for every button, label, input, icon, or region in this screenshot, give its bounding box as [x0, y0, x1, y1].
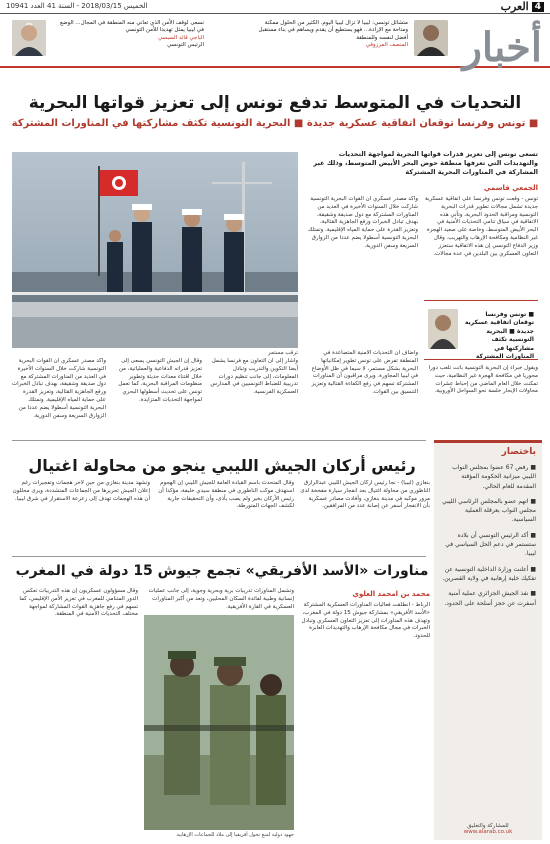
sidebar-item: ■ أكد الرئيس التونسي أن بلاده ستستمر في دعم الحل السياسي في ليبيا.: [445, 531, 536, 558]
story-three-photo-caption: جهود دولية لمنع تحول أفريقيا إلى ملاذ للجماعات الإرهابية: [176, 832, 294, 838]
header-band: [0, 14, 550, 71]
story-two-column-1: بنغازي (ليبيا) - نجا رئيس أركان الجيش الليبي عبدالرازق الناظوري من محاولة اغتيال بعد انفجار سيارة مفخخة لدى مرور موكبه في مدينة بنغازي، وأفادت مصادر عسكرية بأن الانفجار أسفر عن إصابة عدد من المرافقين.: [300, 480, 430, 510]
naval-officers-photo: [12, 152, 298, 348]
sidebar-item: ■ رفض 67 عضوا بمجلس النواب الليبي ميزانية الحكومة المؤقتة المقدمة للعام الحالي.: [452, 464, 536, 490]
story-two-headline: رئيس أركان الجيش الليبي ينجو من محاولة اغتيال: [28, 456, 416, 475]
sidebar-list: [440, 463, 536, 813]
pull-quote-box: [424, 300, 538, 360]
masthead-bar: [0, 0, 550, 14]
sidebar-footer-link[interactable]: www.alarab.co.uk: [463, 829, 513, 835]
story-three-column-3: وقال مسؤولون عسكريون إن هذه التدريبات تعكس الدور المتنامي للمغرب في تعزيز الأمن الإقليمي، كما تسهم في رفع جاهزية القوات المشاركة لمواجهة مختلف التحديات الأمنية في المنطقة.: [19, 588, 138, 618]
section-title: أخبار: [462, 24, 542, 71]
issue-date-line: الخميس 2018/03/15 - السنة 41 العدد 10941: [6, 2, 148, 10]
quote-left: [54, 20, 204, 50]
lead-column-2: وأكد مصدر عسكري أن القوات البحرية التونسية شاركت خلال السنوات الأخيرة في العديد من المناورات المشتركة مع دول صديقة وشقيقة، بهدف تبادل الخبرات ورفع الجاهزية القتالية، وتعزيز القدرة على حماية المياه الإقليمية. وتمتلك البحرية التونسية أسطولا يضم عددا من الزوارق السريعة وسفن الدورية.: [307, 196, 418, 249]
pull-quote-text: ■ تونس وفرنسا توقعان اتفاقية عسكرية جديدة ■ البحرية التونسية تكثف مشاركتها في المناورات المشتركة: [464, 311, 534, 360]
lead-column-7: وأكد مصدر عسكري أن القوات البحرية التونسية شاركت خلال السنوات الأخيرة في العديد من المناورات المشتركة مع دول صديقة وشقيقة، بهدف تبادل الخبرات ورفع الجاهزية القتالية، وتعزيز القدرة على حماية المياه الإقليمية. وتمتلك البحرية التونسية أسطولا يضم عددا من الزوارق السريعة وسفن الدورية.: [12, 358, 106, 419]
lead-column-3: وأضاف أن التحديات الأمنية المتصاعدة في المنطقة تفرض على تونس تطوير إمكانياتها البحرية بشكل مستمر، لا سيما في ظل الأوضاع في ليبيا المجاورة. ويرى مراقبون أن المناورات المشتركة تسهم في رفع الكفاءة القتالية وتعزيز التنسيق بين القوات.: [311, 350, 418, 395]
lead-column-1: تونس - وقعت تونس وفرنسا على اتفاقية عسكرية جديدة تشمل مجالات تطوير قدرات البحرية التونسية ومراقبة الحدود البحرية، وتأتي هذه الاتفاقية في سياق تنامي التحديات الأمنية في البحر الأبيض المتوسط، وخاصة على صعيد الهجرة غير النظامية ومكافحة الإرهاب والتهريب. وقال وزير الدفاع التونسي إن هذه الاتفاقية ستعزز التعاون العسكري بين البلدين في عدة مجالات.: [424, 196, 538, 257]
story-three-byline: محمد بن امحمد العلوي: [352, 590, 430, 598]
quote-left-name: الباجي قائد السبسي: [157, 34, 204, 41]
lead-headline: التحديات في المتوسط تدفع تونس إلى تعزيز قواتها البحرية: [28, 93, 522, 113]
brief-sidebar: [434, 440, 542, 840]
sidebar-title: باختصار: [501, 447, 536, 457]
lead-column-5: وأشار إلى أن التعاون مع فرنسا يشمل أيضا التكوين والتدريب وتبادل المعلومات، إلى جانب تنظيم دورات تدريبية للضباط التونسيين في المدارس العسكرية الفرنسية.: [210, 358, 298, 396]
quote-left-role: الرئيس التونسي: [167, 42, 204, 49]
portrait-photo-left: [12, 20, 46, 56]
quote-left-text: نسعى لوقف الأمن الذي تعاني منه المنطقة في المجال... الوضع في ليبيا يمثل تهديدا للأمن التونسي: [60, 20, 204, 34]
sidebar-footer-label: للمشاركة والتعليق: [467, 823, 509, 829]
brand-group: [501, 0, 544, 13]
story-two-column-2: وقال المتحدث باسم القيادة العامة للجيش الليبي إن الهجوم استهدف موكب الناظوري في منطقة سيدي خليفة، مؤكدا أن رئيس الأركان بخير ولم يصب بأذى، وأن التحقيقات جارية لكشف الجهات المتورطة.: [158, 480, 294, 510]
lead-column-4: ويقول خبراء إن البحرية التونسية باتت تلعب دورا محوريا في مكافحة الهجرة غير النظامية، حيث تمكنت خلال العام الماضي من إحباط عشرات محاولات الإبحار خلسة نحو السواحل الأوروبية.: [428, 365, 538, 395]
story-three-headline: مناورات «الأسد الأفريقي» تجمع جيوش 15 دولة في المغرب: [15, 563, 429, 579]
portrait-icon: [414, 20, 448, 56]
story-two-column-3: وتشهد مدينة بنغازي من حين لآخر هجمات وتفجيرات رغم إعلان الجيش تحريرها من الجماعات المتشددة، ويرى محللون أن هذه الهجمات تهدف إلى زعزعة الاستقرار في شرق ليبيا.: [12, 480, 150, 502]
pull-quote-photo: [428, 309, 458, 349]
sidebar-item: ■ اتهم عضو بالمجلس الرئاسي الليبي مجلس النواب بعرقلة العملية السياسية.: [442, 497, 536, 524]
brand-logo-text: العرب: [500, 0, 529, 13]
quote-right: [250, 20, 408, 50]
lead-intro: تسعى تونس إلى تعزيز قدرات قواتها البحرية لمواجهة التحديات والتهديدات التي تعرفها منطقة حوض البحر الأبيض المتوسط، وذلك عبر المشاركة في المناورات البحرية المشتركة: [313, 150, 538, 177]
story-three-column-1: الرباط - انطلقت فعاليات المناورات العسكرية المشتركة «الأسد الأفريقي» بمشاركة جيوش 15 دولة في المغرب، وتهدف هذه المناورات إلى تعزيز التعاون العسكري وتبادل الخبرات في مجال مكافحة الإرهاب والتهديدات العابرة للحدود.: [301, 602, 430, 640]
divider: [12, 556, 426, 557]
portrait-icon: [12, 20, 46, 56]
story-three-column-2: وتشمل المناورات تدريبات برية وبحرية وجوية، إلى جانب عمليات إنسانية وطبية لفائدة السكان المحليين، وتعد من أكبر المناورات العسكرية في القارة الأفريقية.: [148, 588, 294, 610]
sidebar-item: ■ نفذ الجيش الجزائري عملية أمنية أسفرت عن حجز أسلحة على الحدود.: [444, 590, 536, 607]
page-number: 4: [532, 2, 544, 12]
sidebar-item: ■ أعلنت وزارة الداخلية التونسية عن تفكيك خلية إرهابية في ولاية القصرين.: [442, 565, 536, 582]
portrait-icon: [428, 309, 458, 349]
sidebar-footer: [440, 823, 536, 835]
lead-photo-caption: ترقب مستمر: [267, 350, 298, 356]
lead-column-6: وقال إن الجيش التونسي يسعى إلى تعزيز قدراته الدفاعية والعملياتية، من خلال اقتناء معدات حديثة وتطوير منظومات المراقبة البحرية، كما تعمل تونس على تحديث أسطولها البحري لمواجهة التحديات المتزايدة.: [118, 358, 202, 403]
lead-photo: [12, 152, 298, 348]
portrait-photo-right: [414, 20, 448, 56]
lead-subhead: ■ تونس وفرنسا توقعان اتفاقية عسكرية جديدة ■ البحرية التونسية تكثف مشاركتها في المناورات المشتركة: [11, 118, 539, 129]
quote-right-name: المنصف المرزوقي: [365, 42, 408, 49]
story-three-photo: [144, 615, 294, 830]
quote-right-text: متشائل تونسي: ليبيا لا تزال ليبيا اليوم. الكثير من الحلول ممكنة ومتاحة مع الإرادة... فهو يستطيع أن يقدم ويساهم في بناء مستقبل أفضل لنفسه وللمنطقة: [258, 20, 408, 41]
lead-byline: الجمعي قاسمي: [483, 184, 538, 192]
divider: [12, 440, 426, 441]
soldiers-photo: [144, 615, 294, 830]
